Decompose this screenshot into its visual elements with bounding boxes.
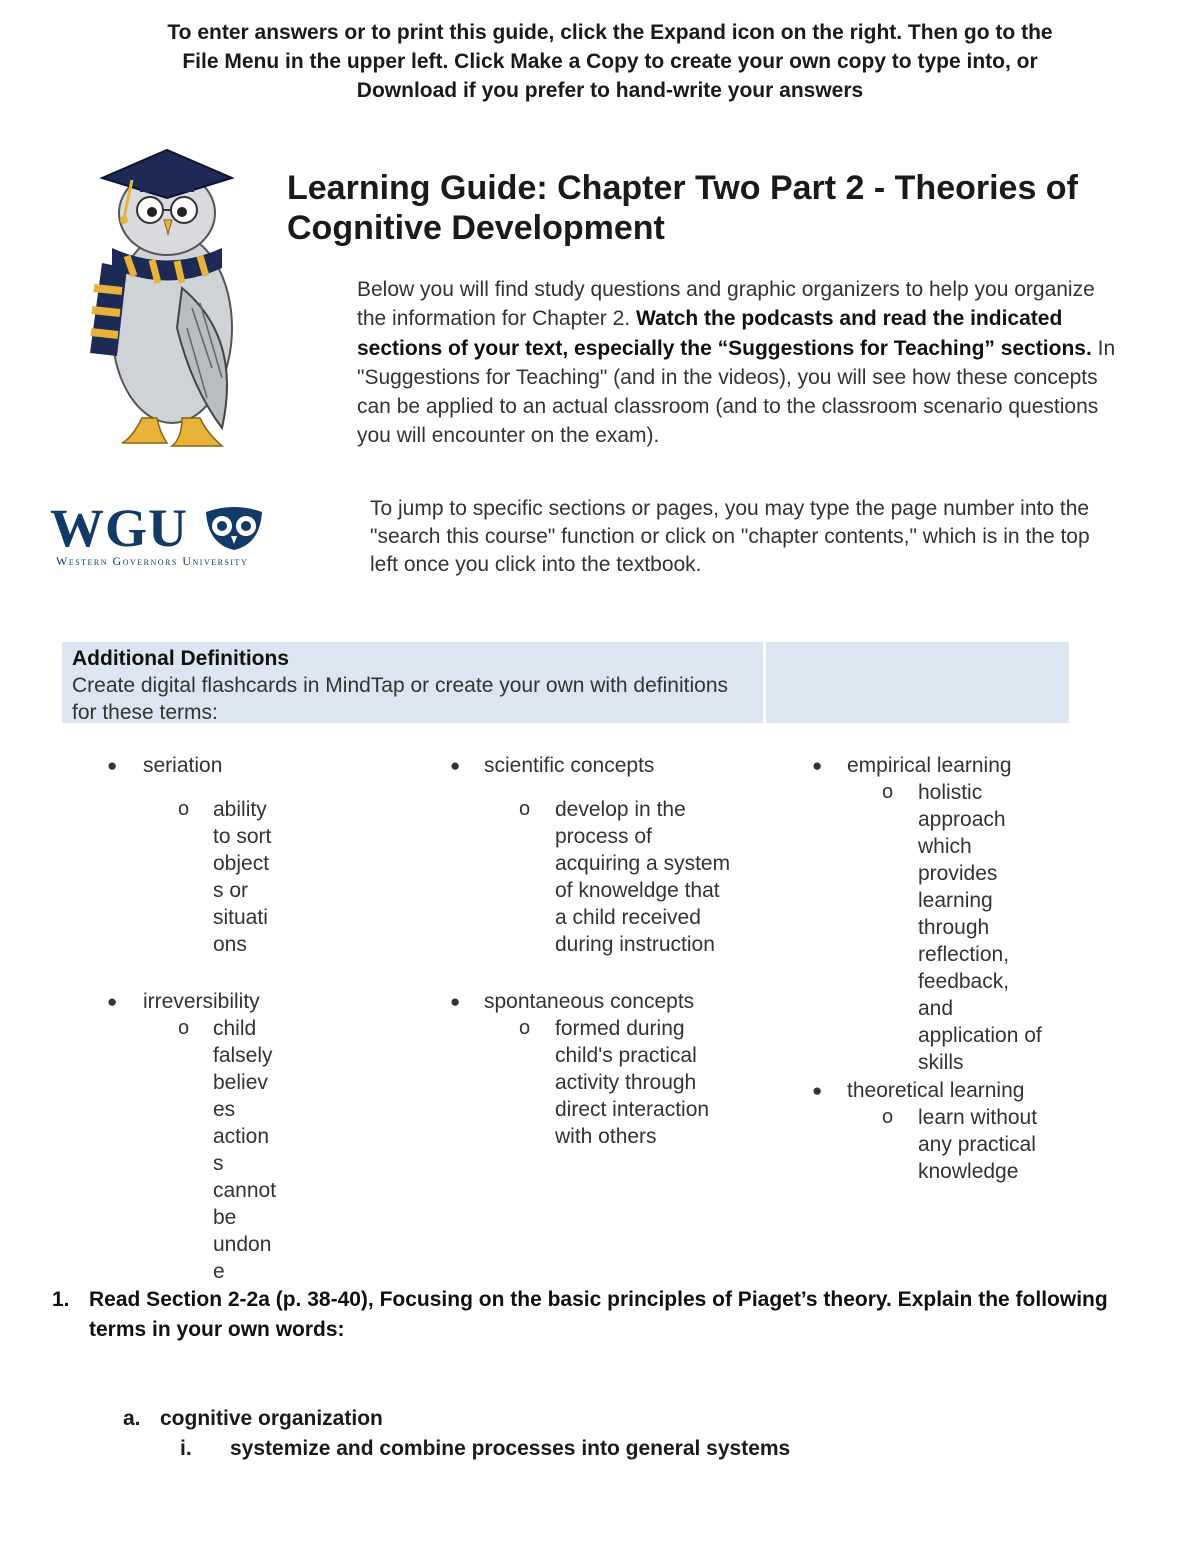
definition-line: feedback,: [918, 970, 1010, 993]
intro-text-2: In "Suggestions for Teaching" (and in the videos), you will see how these concepts can be applied to an actual classroom (and to the classroom scenario questions you will encounter on the exam).: [357, 336, 1116, 448]
definition-line: undon: [213, 1233, 272, 1256]
definition-line: with others: [555, 1125, 657, 1148]
definition-line: holistic: [918, 781, 983, 804]
term-spontaneous-concepts: spontaneous concepts: [484, 990, 695, 1013]
sub-bullet-icon: o: [178, 1017, 190, 1039]
definition-empirical-learning: [918, 779, 1118, 1076]
definition-line: develop in the: [555, 798, 686, 821]
definition-line: direct interaction: [555, 1098, 710, 1121]
definition-line: e: [213, 1260, 225, 1283]
definition-line: to sort: [213, 825, 272, 848]
definition-line: application of: [918, 1024, 1042, 1047]
definition-line: provides: [918, 862, 998, 885]
definition-line: approach: [918, 808, 1006, 831]
definition-line: s: [213, 1152, 224, 1175]
definition-line: child's practical: [555, 1044, 697, 1067]
definition-line: through: [918, 916, 990, 939]
term-irreversibility: irreversibility: [143, 990, 260, 1013]
definitions-empty-cell: [766, 642, 1069, 723]
sub-bullet-icon: o: [178, 798, 190, 820]
definition-line: falsely: [213, 1044, 273, 1067]
definition-line: formed during: [555, 1017, 685, 1040]
definition-line: which: [918, 835, 972, 858]
definition-scientific-concepts: [555, 796, 775, 958]
sub-bullet-icon: o: [519, 798, 531, 820]
wgu-subtitle: Western Governors University: [56, 554, 249, 568]
definition-line: action: [213, 1125, 270, 1148]
definition-line: learn without: [918, 1106, 1038, 1129]
definition-line: activity through: [555, 1071, 697, 1094]
notice-line-3: Download if you prefer to hand-write your answers: [356, 79, 864, 102]
answer-text[interactable]: systemize and combine processes into general systems: [230, 1437, 791, 1460]
bullet-icon: ●: [450, 756, 461, 775]
definition-irreversibility: [213, 1015, 276, 1285]
definition-line: skills: [918, 1051, 964, 1074]
bullet-icon: ●: [107, 992, 118, 1011]
term-seriation: seriation: [143, 754, 223, 777]
definition-line: believ: [213, 1071, 268, 1094]
bullet-icon: ●: [812, 756, 823, 775]
definition-line: situati: [213, 906, 268, 929]
sub-bullet-icon: o: [519, 1017, 531, 1039]
definition-spontaneous-concepts: [555, 1015, 775, 1150]
sub-bullet-icon: o: [882, 1106, 894, 1128]
definition-line: any practical: [918, 1133, 1036, 1156]
definition-line: and: [918, 997, 954, 1020]
sub-question-marker: a.: [123, 1407, 141, 1430]
definition-line: ability: [213, 798, 267, 821]
definition-seriation: [213, 796, 271, 958]
definitions-header: Additional Definitions: [72, 647, 289, 670]
page-title: Learning Guide: Chapter Two Part 2 - Theories of Cognitive Development: [287, 169, 1078, 247]
definition-line: child: [213, 1017, 257, 1040]
intro-paragraph: [357, 275, 1117, 451]
question-text: Read Section 2-2a (p. 38-40), Focusing on the basic principles of Piaget’s theory. Explain the following terms in your own words:: [89, 1288, 1108, 1341]
bullet-icon: ●: [450, 992, 461, 1011]
definition-line: s or: [213, 879, 249, 902]
definition-line: a child received: [555, 906, 701, 929]
definition-line: ons: [213, 933, 247, 956]
definition-line: be: [213, 1206, 237, 1229]
sub-bullet-icon: o: [882, 781, 894, 803]
definition-line: cannot: [213, 1179, 277, 1202]
notice-line-2: File Menu in the upper left. Click Make a Copy to create your own copy to type into, or: [182, 50, 1038, 73]
definition-line: reflection,: [918, 943, 1010, 966]
sub-question-a-text: cognitive organization: [160, 1407, 383, 1430]
intro-bold-text: Watch the podcasts and read the indicated sections of your text, especially the “Suggestions for Teaching” sections.: [357, 307, 1092, 360]
term-empirical-learning: empirical learning: [847, 754, 1012, 777]
definition-line: process of: [555, 825, 652, 848]
definition-line: acquiring a system: [555, 852, 731, 875]
definition-theoretical-learning: [918, 1104, 1118, 1185]
bullet-icon: ●: [107, 756, 118, 775]
term-theoretical-learning: theoretical learning: [847, 1079, 1025, 1102]
intro-text-1: Below you will find study questions and graphic organizers to help you organize the information for Chapter 2.: [357, 278, 1095, 331]
term-scientific-concepts: scientific concepts: [484, 754, 655, 777]
definition-line: object: [213, 852, 270, 875]
definition-line: learning: [918, 889, 993, 912]
wgu-wordmark: WGU: [50, 498, 188, 558]
question-number: 1.: [52, 1288, 70, 1311]
definitions-subheader: Create digital flashcards in MindTap or create your own with definitions for these terms:: [72, 674, 728, 724]
definition-line: during instruction: [555, 933, 715, 956]
definition-line: knowledge: [918, 1160, 1019, 1183]
bullet-icon: ●: [812, 1081, 823, 1100]
answer-marker: i.: [180, 1437, 192, 1460]
notice-line-1: To enter answers or to print this guide, click the Expand icon on the right. Then go to the: [167, 21, 1053, 44]
definition-line: es: [213, 1098, 236, 1121]
jump-instructions: To jump to specific sections or pages, you may type the page number into the "search this course" function or click on "chapter contents," which is in the top left once you click into the textbook.: [370, 497, 1090, 576]
definition-line: of knoweldge that: [555, 879, 720, 902]
